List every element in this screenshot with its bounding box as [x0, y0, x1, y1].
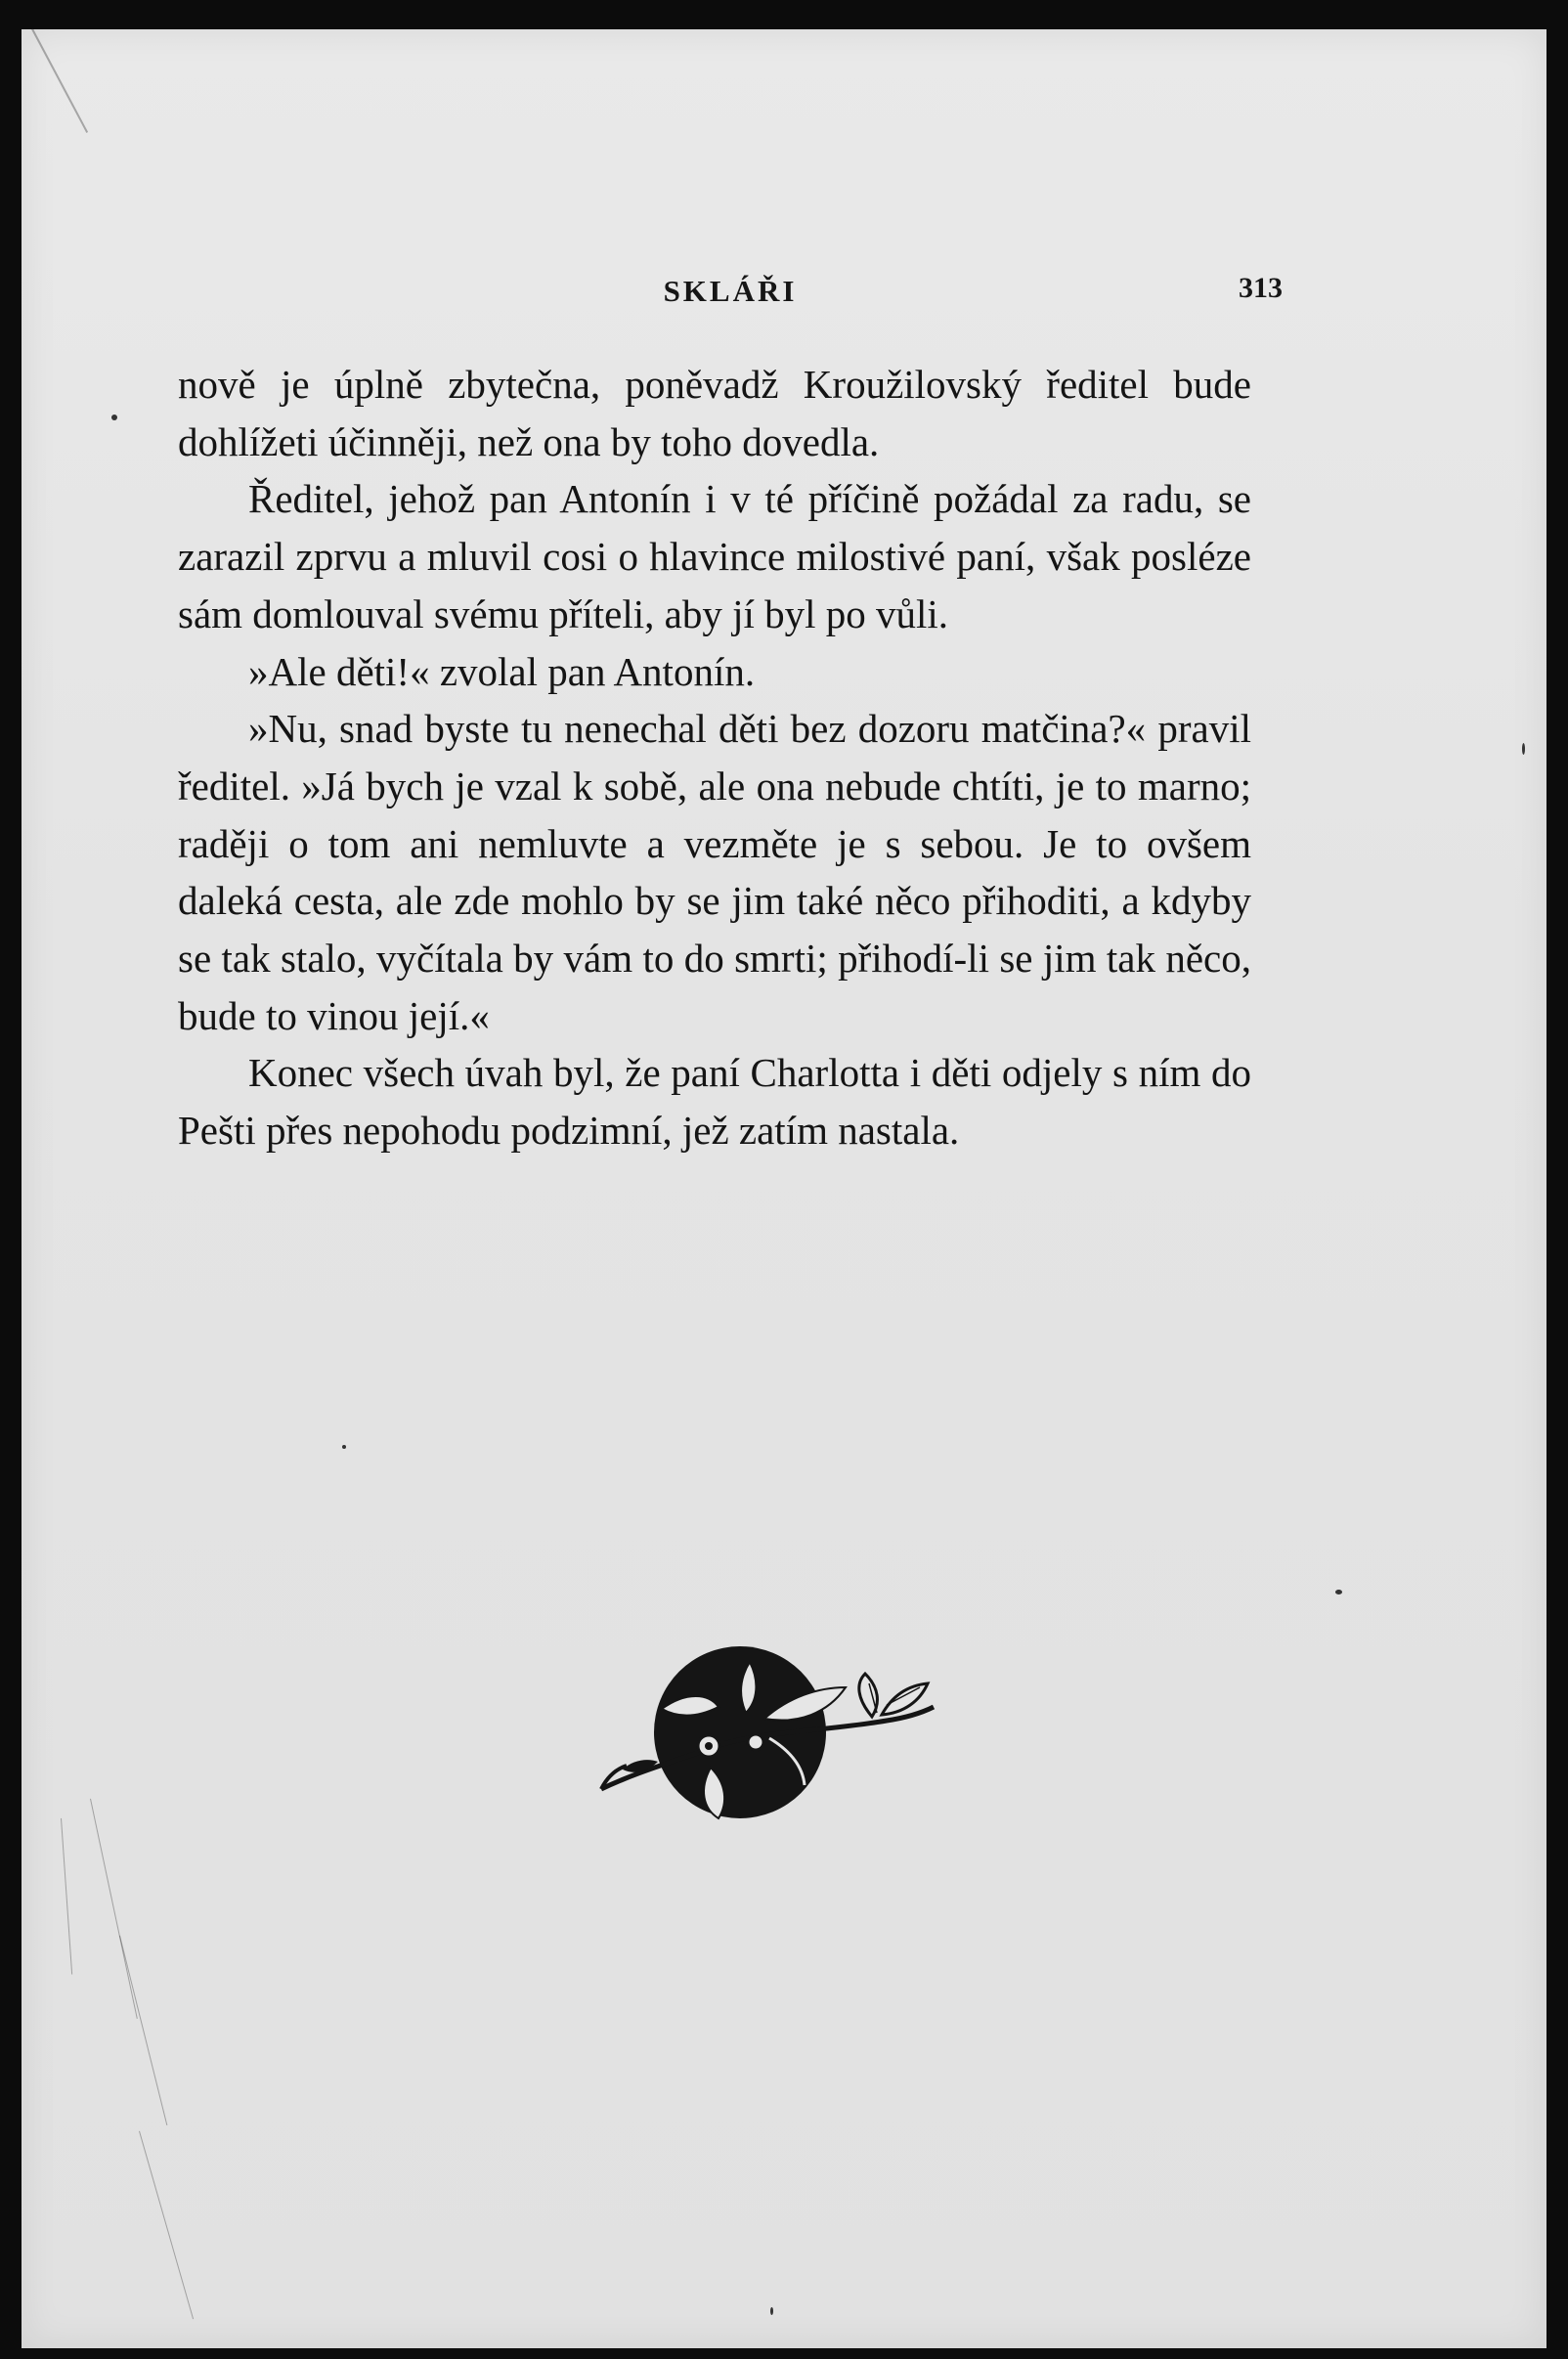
- running-head: [178, 274, 1283, 313]
- scan-scratch: [31, 28, 88, 133]
- running-title: SKLÁŘI: [663, 274, 798, 308]
- paragraph: Ředitel, jehož pan Antonín i v té příčině požádal za radu, se zarazil zprvu a mluvil cosi o hlavince milostivé paní, však posléze sám domlouval svému příteli, aby jí byl po vůli.: [178, 476, 1251, 636]
- book-page: [22, 29, 1546, 2348]
- ink-speck: [1335, 1590, 1342, 1595]
- ink-speck: [342, 1445, 346, 1449]
- page-number: 313: [1239, 272, 1283, 304]
- ornament-leaf: [859, 1674, 878, 1717]
- ink-speck: [770, 2307, 773, 2315]
- floral-vignette-icon: [593, 1623, 945, 1838]
- scan-scratch: [119, 1936, 167, 2125]
- paragraph: Konec všech úvah byl, že paní Charlotta i děti odjely s ním do Pešti přes nepohodu podzimní, jež zatím nastala.: [178, 1050, 1251, 1154]
- body-text: [178, 356, 1251, 1159]
- ornament-berry: [748, 1734, 763, 1750]
- scan-scratch: [139, 2131, 194, 2320]
- paragraph: nově je úplně zbytečna, poněvadž Kroužilovský ředitel bude dohlížeti účinněji, než ona by toho dovedla.: [178, 362, 1251, 464]
- scan-scratch: [90, 1799, 138, 2019]
- scan-scratch: [61, 1818, 72, 1975]
- paragraph: »Nu, snad byste tu nenechal děti bez dozoru matčina?« pravil ředitel. »Já bych je vzal k sobě, ale ona nebude chtíti, je to marno; raději o tom ani nemluvte a vezměte je s sebou. Je to ovšem daleká cesta, ale zde mohlo by se jim také něco přihoditi, a kdyby se tak stalo, vyčítala by vám to do smrti; přihodí-li se jim tak něco, bude to vinou její.«: [178, 706, 1251, 1038]
- paragraph: »Ale děti!« zvolal pan Antonín.: [248, 648, 756, 694]
- ink-speck: [111, 415, 117, 420]
- ink-speck: [1522, 743, 1525, 755]
